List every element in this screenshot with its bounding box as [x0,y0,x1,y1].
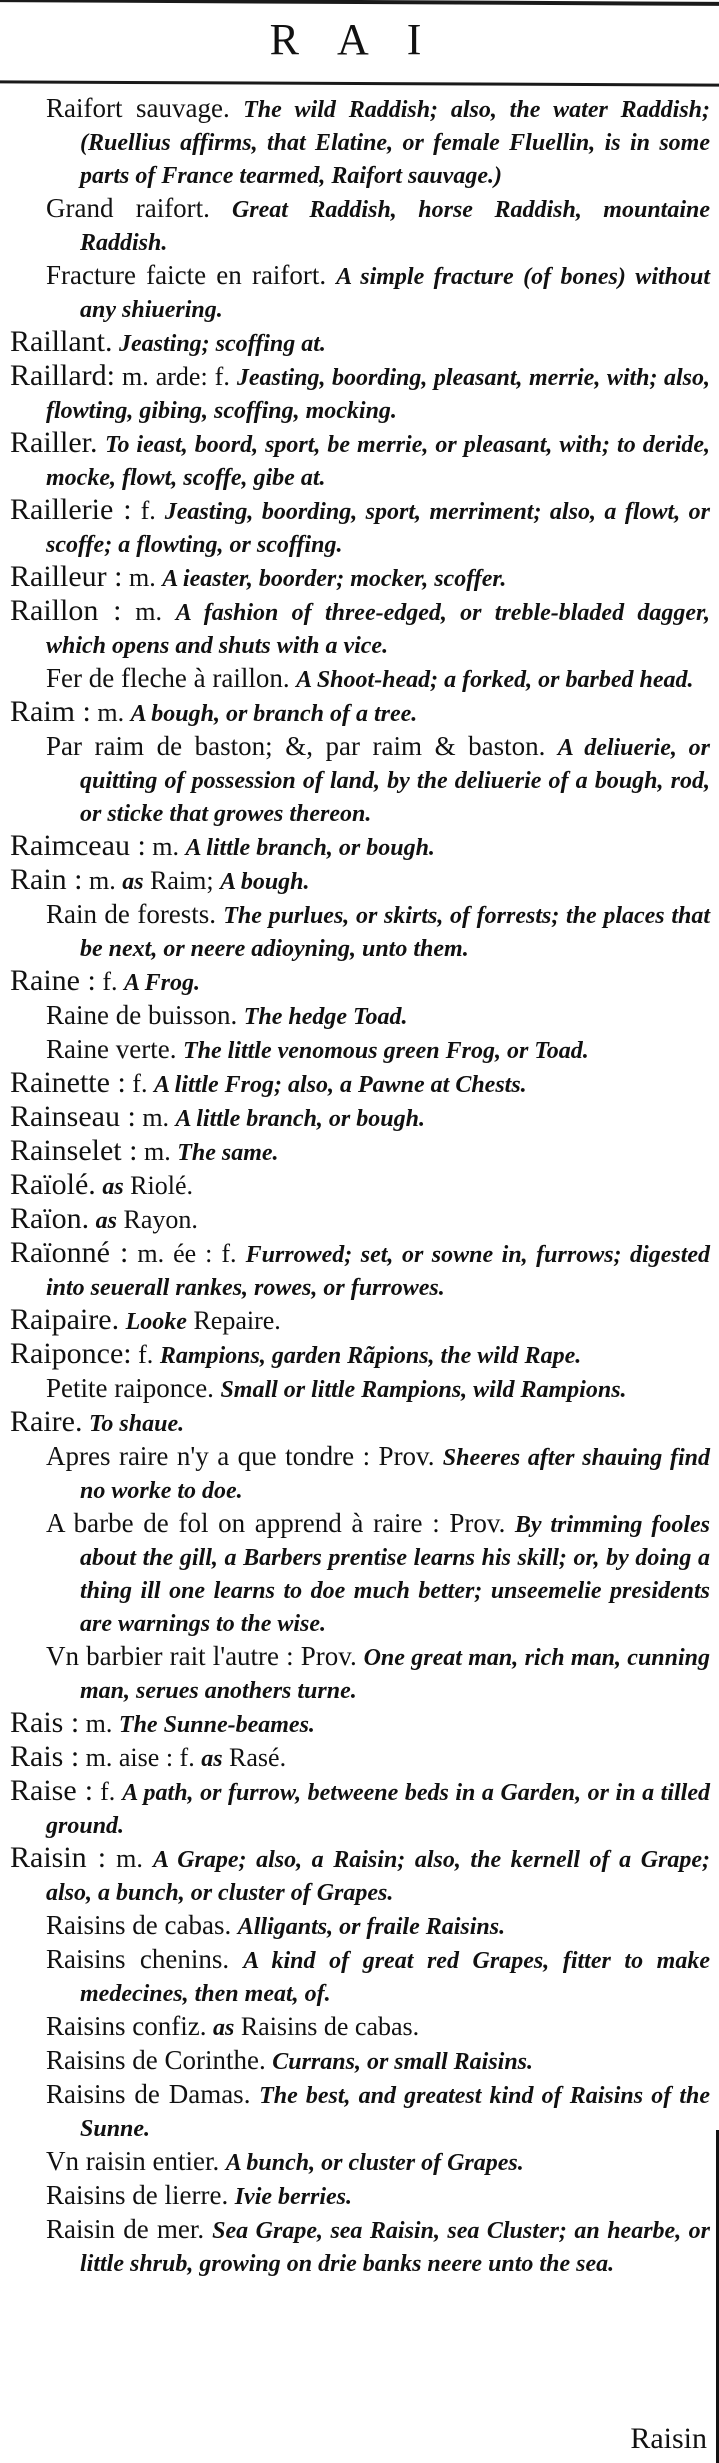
sub-entry [10,1033,710,1067]
definition: A fashion of three-edged, or treble-bladed dagger, which opens and shuts with a vice. [46,600,711,659]
headword: Rais : [10,1740,80,1773]
dictionary-entry [10,360,710,427]
headword: Raiponce: [10,1337,132,1370]
definition: The little venomous green Frog, or Toad. [182,1038,589,1064]
sub-entry [10,730,710,830]
sub-entry [10,2010,710,2044]
headword: Rain : [10,863,83,896]
cross-ref-prefix: as [212,2015,235,2041]
grammar-label: m. [116,1844,143,1873]
definition: Jeasting, boording, pleasant, merrie, with; also, flowting, gibing, scoffing, mocking. [46,365,711,424]
grammar-label: m. [85,1709,113,1738]
sub-entry [10,1943,710,2010]
header-rule [0,80,719,86]
sub-entry [10,259,710,326]
grammar-label: m. [143,1137,171,1166]
cross-reference: Riolé. [130,1171,193,1200]
headword: Raïon. [10,1202,90,1235]
definition: Great Raddish, horse Raddish, mountaine Raddish. [80,197,711,256]
sub-entry [10,2145,710,2179]
grammar-label: f. [132,1069,148,1098]
dictionary-entry [10,1135,710,1169]
headword: Raifort sauvage. [46,93,230,123]
dictionary-entry [10,427,710,494]
definition: A ieaster, boorder; mocker, scoffer. [162,566,507,592]
headword: Raim : [10,695,91,728]
dictionary-entry [10,1775,710,1842]
definition: A bough, or branch of a tree. [130,701,418,727]
headword: Grand raifort. [46,193,210,223]
headword: Rain de forests. [46,899,217,929]
grammar-label: m. arde: f. [121,362,230,391]
headword: Fer de fleche à raillon. [46,663,290,693]
headword: Raisin : [10,1841,107,1874]
grammar-label: m. [89,866,116,895]
definition: Rampions, garden Rãpions, the wild Rape. [159,1343,582,1369]
definition: The hedge Toad. [243,1004,408,1030]
cross-ref-prefix: as [95,1208,118,1234]
headword: Rainselet : [10,1134,138,1167]
definition: A little branch, or bough. [175,1106,425,1132]
sub-entry [10,2213,710,2280]
grammar-label: m. [97,698,125,727]
definition: Jeasting, boording, sport, merriment; also, a flowt, or scoffe; a flowting, or scoffing. [46,499,711,558]
definition: Ivie berries. [234,2184,353,2210]
cross-ref-prefix: as [201,1746,223,1772]
headword: Raine : [10,964,96,997]
definition: A path, or furrow, betweene beds in a Garden, or in a tilled ground. [46,1780,710,1839]
headword: Vn raisin entier. [46,2146,220,2176]
dictionary-entry [10,326,710,360]
definition: One great man, rich man, cunning man, serues anothers turne. [80,1645,711,1704]
dictionary-entry [10,1338,710,1372]
cross-reference: Rasé. [229,1743,287,1772]
sub-entry [10,1909,710,1943]
definition: The wild Raddish; also, the water Raddish; (Ruellius affirms, that Elatine, or female Fluellin, is in some parts of France tearmed, Raifort sauvage.) [80,97,710,189]
sub-entry [10,898,710,965]
headword: Petite raiponce. [46,1373,214,1403]
headword: A barbe de fol on apprend à raire : Prov. [46,1508,506,1538]
dictionary-entry [10,1067,710,1101]
sub-entry [10,999,710,1033]
grammar-label: f. [102,967,118,996]
headword: Raimceau : [10,829,146,862]
dictionary-entry [10,1304,710,1338]
headword: Raillon : [10,594,122,627]
headword: Rais : [10,1706,80,1739]
dictionary-entry [10,1741,710,1775]
headword: Raillerie : [10,493,132,526]
headword: Raisins de Damas. [46,2079,251,2109]
grammar-label: m. aise : f. [85,1743,195,1772]
dictionary-entry [10,1203,710,1237]
definition: A kind of great red Grapes, fitter to make medecines, then meat, of. [80,1948,710,2007]
headword: Rainette : [10,1066,126,1099]
definition: Jeasting; scoffing at. [118,331,326,357]
headword: Raisins chenins. [46,1944,230,1974]
headword: Apres raire n'y a que tondre : Prov. [46,1441,435,1471]
dictionary-entry [10,494,710,561]
sub-entry [10,192,710,259]
definition: By trimming fooles about the gill, a Barbers prentise learns his skill; or, by doing a thing ill one learns to doe much better; unseemelie presidents are warnings to the wise. [80,1512,710,1637]
definition: A little branch, or bough. [185,835,435,861]
dictionary-entry [10,965,710,999]
definition: A Shoot-head; a forked, or barbed head. [296,667,694,693]
definition: Small or little Rampions, wild Rampions. [220,1377,627,1403]
headword: Raisins de Corinthe. [46,2045,266,2075]
dictionary-entry [10,830,710,864]
grammar-label: m. [135,597,162,626]
definition: The same. [177,1140,279,1166]
definition: Sheeres after shauing find no worke to doe. [80,1445,711,1504]
page-header: RAI [269,15,460,64]
definition: Furrowed; set, or sowne in, furrows; digested into seuerall rankes, rowes, or furrowes. [46,1242,711,1301]
headword: Raipaire. [10,1303,120,1336]
cross-ref-prefix: as [122,869,144,895]
definition: A deliuerie, or quitting of possession of land, by the deliuerie of a bough, rod, or sticke that growes thereon. [80,735,710,827]
dictionary-entry [10,1169,710,1203]
grammar-label: m. [142,1103,170,1132]
dictionary-entry [10,1237,710,1304]
headword: Raisins de lierre. [46,2180,229,2210]
headword: Raïonné : [10,1236,129,1269]
definition: A little Frog; also, a Pawne at Chests. [153,1072,527,1098]
entries-column [10,92,710,2280]
cross-reference: Rayon. [123,1205,198,1234]
definition: To ieast, boord, sport, be merrie, or pleasant, with; to deride, mocke, flowt, scoffe, gibe at. [46,432,711,491]
definition: The purlues, or skirts, of forrests; the places that be next, or neere adioyning, unto them. [80,903,711,962]
sub-entry [10,1507,710,1640]
definition: A Frog. [123,970,201,996]
sub-entry [10,1640,710,1707]
dictionary-entry [10,696,710,730]
grammar-label: f. [138,1340,154,1369]
headword: Raillard: [10,359,115,392]
headword: Raine de buisson. [46,1000,238,1030]
dictionary-entry [10,561,710,595]
headword: Raire. [10,1405,83,1438]
grammar-label: f. [140,496,156,525]
definition: The best, and greatest kind of Raisins of the Sunne. [80,2083,711,2142]
headword: Railleur : [10,560,123,593]
headword: Raisin de mer. [46,2214,205,2244]
dictionary-entry [10,595,710,662]
definition: To shaue. [88,1411,185,1437]
definition: A bunch, or cluster of Grapes. [225,2150,524,2176]
dictionary-entry [10,1406,710,1440]
cross-reference: Raisins de cabas. [240,2012,420,2041]
top-border-rule [0,0,719,6]
catchword: Raisin [630,2422,707,2455]
cross-ref-prefix: as [102,1174,124,1200]
definition: A simple fracture (of bones) without any shiuering. [80,264,711,323]
definition: Alligants, or fraile Raisins. [237,1914,506,1940]
grammar-label: f. [100,1777,116,1806]
sub-entry [10,2044,710,2078]
sub-entry [10,92,710,192]
grammar-label: m. ée : f. [137,1239,237,1268]
headword: Raise : [10,1774,94,1807]
definition: The Sunne-beames. [118,1712,315,1738]
definition: Sea Grape, sea Raisin, sea Cluster; an hearbe, or little shrub, growing on drie banks neere unto the sea. [80,2218,711,2277]
dictionary-entry [10,1842,710,1909]
definition: A Grape; also, a Raisin; also, the kernell of a Grape; also, a bunch, or cluster of Grapes. [46,1847,711,1906]
sub-entry [10,662,710,696]
cross-ref-prefix: Looke [125,1309,187,1335]
dictionary-entry [10,864,710,898]
headword: Fracture faicte en raifort. [46,260,327,290]
sub-entry [10,1372,710,1406]
cross-reference: Repaire. [193,1306,281,1335]
headword: Raisins de cabas. [46,1910,232,1940]
grammar-label: m. [152,832,180,861]
sub-entry [10,2179,710,2213]
headword: Rainseau : [10,1100,136,1133]
definition: A bough. [220,869,310,895]
definition: Currans, or small Raisins. [272,2049,534,2075]
headword: Par raim de baston; &, par raim & baston. [46,731,546,761]
grammar-label: m. [128,563,156,592]
sub-entry [10,1440,710,1507]
cross-reference: Raim; [150,866,214,895]
headword: Raine verte. [46,1034,177,1064]
headword: Raisins confiz. [46,2011,207,2041]
headword: Vn barbier rait l'autre : Prov. [46,1641,357,1671]
headword: Railler. [10,426,98,459]
headword: Raillant. [10,325,113,358]
sub-entry [10,2078,710,2145]
dictionary-entry [10,1707,710,1741]
dictionary-entry [10,1101,710,1135]
headword: Raïolé. [10,1168,96,1201]
